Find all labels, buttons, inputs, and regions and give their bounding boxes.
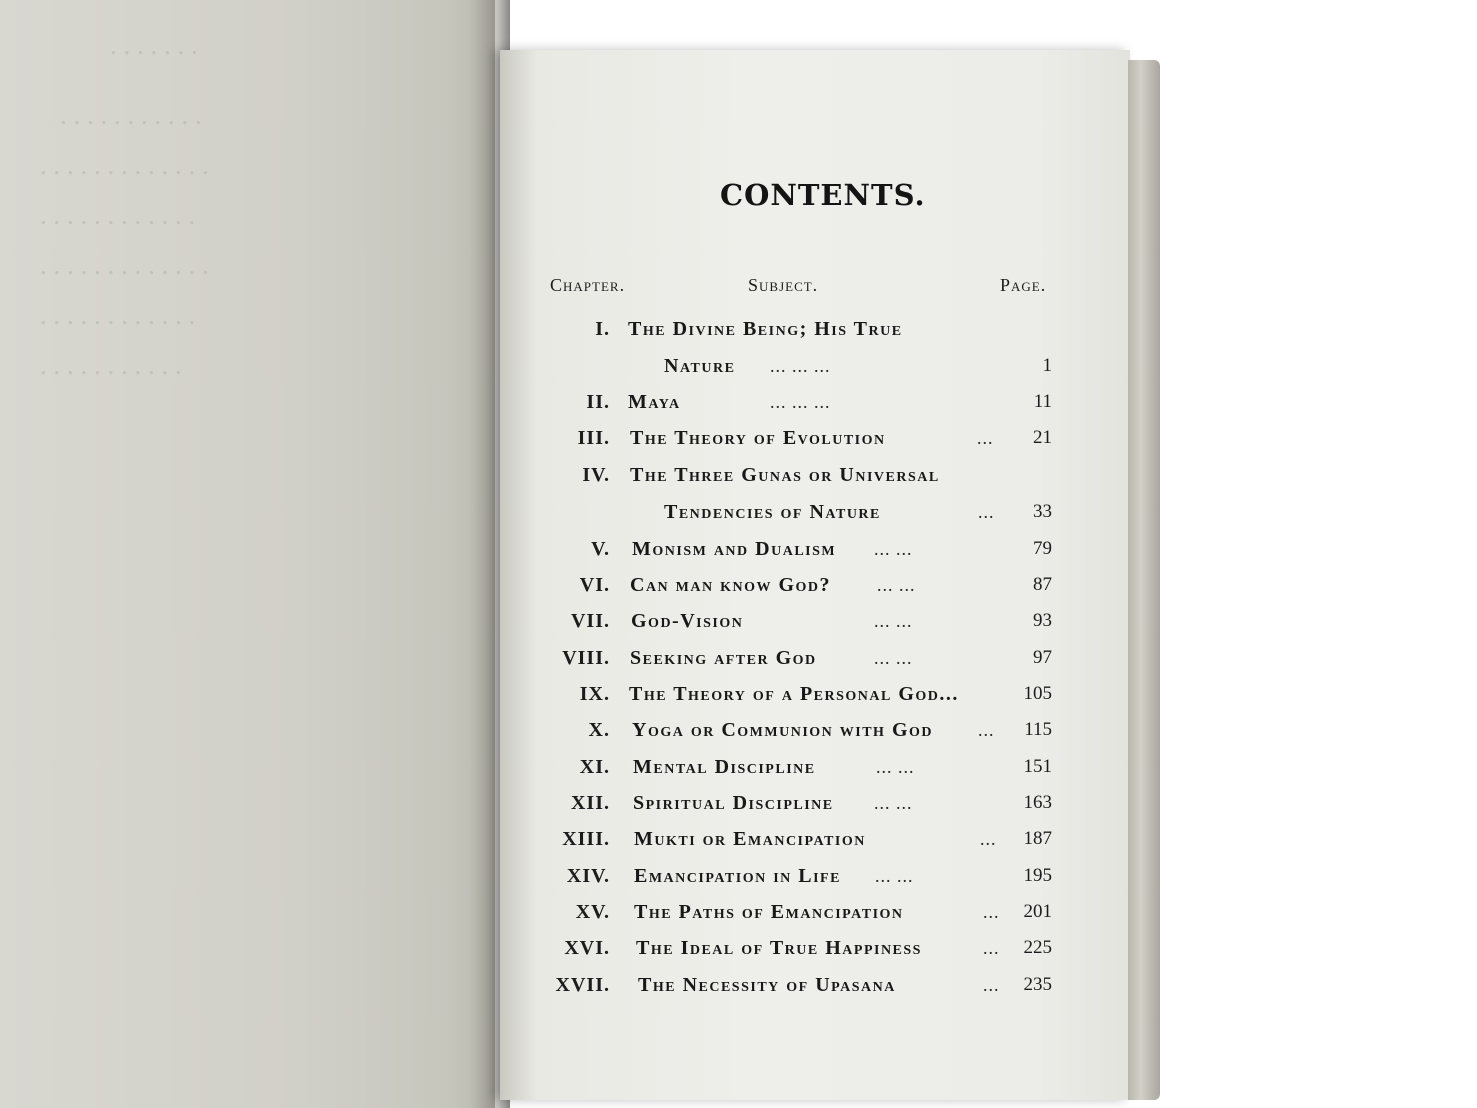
chapter-number: XIII. bbox=[562, 828, 610, 850]
toc-row bbox=[0, 387, 1477, 417]
chapter-page: 187 bbox=[1023, 828, 1052, 849]
chapter-number: X. bbox=[588, 719, 610, 741]
chapter-number: II. bbox=[586, 391, 610, 413]
column-header-page: Page. bbox=[1000, 275, 1047, 295]
leader-dots: ... ... bbox=[876, 757, 915, 777]
toc-row bbox=[0, 497, 1477, 527]
toc-row bbox=[0, 606, 1477, 636]
chapter-subject: Mukti or Emancipation bbox=[634, 828, 866, 850]
chapter-number: XVII. bbox=[555, 974, 610, 996]
leader-dots: ... ... bbox=[875, 866, 914, 886]
chapter-number: IV. bbox=[582, 464, 610, 486]
chapter-subject: Monism and Dualism bbox=[632, 538, 837, 560]
chapter-page: 11 bbox=[1033, 391, 1052, 412]
toc-row bbox=[0, 351, 1477, 381]
chapter-page: 201 bbox=[1023, 901, 1052, 922]
chapter-subject: Yoga or Communion with God bbox=[632, 719, 933, 741]
chapter-number: V. bbox=[591, 538, 610, 560]
leader-dots: ... ... bbox=[874, 611, 913, 631]
chapter-number: IX. bbox=[579, 683, 610, 705]
chapter-number: VIII. bbox=[562, 647, 610, 669]
toc-row bbox=[0, 460, 1477, 490]
chapter-number: III. bbox=[577, 427, 610, 449]
column-header-chapter: Chapter. bbox=[550, 275, 626, 295]
toc-row bbox=[0, 788, 1477, 818]
leader-dots: ... ... bbox=[874, 539, 913, 559]
chapter-subject: The Three Gunas or Universal bbox=[630, 464, 940, 486]
chapter-number: XII. bbox=[570, 792, 610, 814]
chapter-number: XVI. bbox=[564, 937, 610, 959]
chapter-subject: God-Vision bbox=[631, 610, 744, 632]
chapter-subject: Mental Discipline bbox=[633, 756, 816, 778]
toc-row bbox=[0, 861, 1477, 891]
chapter-subject: Emancipation in Life bbox=[634, 865, 841, 887]
toc-row bbox=[0, 314, 1477, 344]
toc-row bbox=[0, 570, 1477, 600]
toc-row bbox=[0, 933, 1477, 963]
toc-row bbox=[0, 752, 1477, 782]
chapter-page: 163 bbox=[1023, 792, 1052, 813]
chapter-subject: The Theory of a Personal God... bbox=[629, 683, 959, 705]
toc-row bbox=[0, 715, 1477, 745]
toc-row bbox=[0, 423, 1477, 453]
chapter-page: 97 bbox=[1033, 647, 1052, 668]
chapter-page: 79 bbox=[1033, 538, 1052, 559]
chapter-subject: The Ideal of True Happiness bbox=[636, 937, 922, 959]
leader-dots: ... ... bbox=[874, 648, 913, 668]
leader-dots: ... ... bbox=[877, 575, 916, 595]
leader-dots: ... bbox=[983, 902, 1000, 922]
chapter-subject: Nature bbox=[664, 355, 736, 377]
chapter-number: VII. bbox=[570, 610, 610, 632]
chapter-number: XIV. bbox=[566, 865, 610, 887]
toc-row bbox=[0, 534, 1477, 564]
chapter-number: VI. bbox=[579, 574, 610, 596]
chapter-subject: The Theory of Evolution bbox=[630, 427, 886, 449]
chapter-number: I. bbox=[595, 318, 610, 340]
chapter-number: XI. bbox=[579, 756, 610, 778]
chapter-subject: Can man know God? bbox=[630, 574, 832, 596]
toc-row bbox=[0, 970, 1477, 1000]
leader-dots: ... bbox=[983, 975, 1000, 995]
chapter-page: 105 bbox=[1023, 683, 1052, 704]
show-through-text: . . . . . . . . . . . . . . . . . . . . . . . . . . . . . . . . . . . . . . . . . . . . . . . . . . . . . . . . . . . . . . . . . . . . . . . . . . . . . . . bbox=[40, 30, 209, 380]
chapter-page: 21 bbox=[1033, 427, 1052, 448]
column-header-subject: Subject. bbox=[748, 275, 819, 295]
leader-dots: ... ... ... bbox=[770, 392, 831, 412]
chapter-page: 1 bbox=[1042, 355, 1052, 376]
chapter-subject: Spiritual Discipline bbox=[633, 792, 834, 814]
toc-row bbox=[0, 643, 1477, 673]
chapter-page: 151 bbox=[1023, 756, 1052, 777]
chapter-number: XV. bbox=[575, 901, 610, 923]
chapter-page: 225 bbox=[1023, 937, 1052, 958]
chapter-subject: Tendencies of Nature bbox=[664, 501, 881, 523]
chapter-page: 87 bbox=[1033, 574, 1052, 595]
leader-dots: ... bbox=[977, 428, 994, 448]
page-title: CONTENTS. bbox=[720, 178, 926, 212]
leader-dots: ... ... bbox=[874, 793, 913, 813]
chapter-subject: The Paths of Emancipation bbox=[634, 901, 904, 923]
toc-row bbox=[0, 679, 1477, 709]
leader-dots: ... bbox=[983, 938, 1000, 958]
chapter-subject: The Necessity of Upasana bbox=[638, 974, 896, 996]
leader-dots: ... bbox=[978, 720, 995, 740]
chapter-page: 235 bbox=[1023, 974, 1052, 995]
chapter-subject: The Divine Being; His True bbox=[628, 318, 903, 340]
chapter-page: 33 bbox=[1033, 501, 1052, 522]
chapter-page: 195 bbox=[1023, 865, 1052, 886]
chapter-subject: Seeking after God bbox=[630, 647, 817, 669]
leader-dots: ... bbox=[980, 829, 997, 849]
leader-dots: ... ... ... bbox=[770, 356, 831, 376]
toc-row bbox=[0, 897, 1477, 927]
chapter-page: 115 bbox=[1024, 719, 1052, 740]
leader-dots: ... bbox=[978, 502, 995, 522]
chapter-page: 93 bbox=[1033, 610, 1052, 631]
toc-row bbox=[0, 824, 1477, 854]
chapter-subject: Maya bbox=[628, 391, 681, 413]
